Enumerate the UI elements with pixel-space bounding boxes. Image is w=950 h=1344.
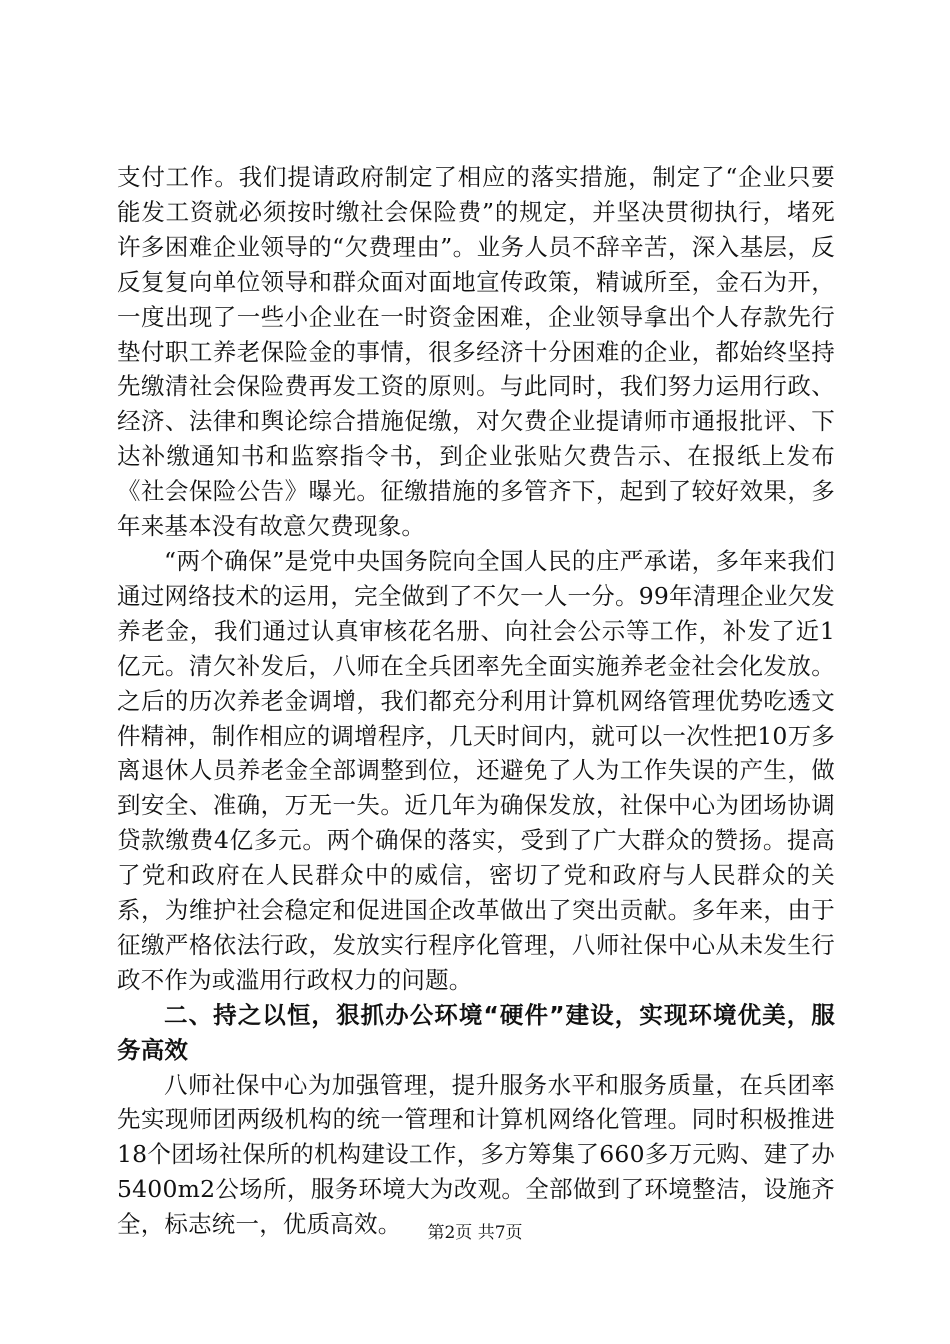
paragraph-office-environment: 八师社保中心为加强管理，提升服务水平和服务质量，在兵团率先实现师团两级机构的统一管理和计算机网络化管理。同时积极推进18个团场社保所的机构建设工作，多方筹集了660多万元购、建了办5400m2公场所，服务环境大为改观。全部做到了环境整洁，设施齐全，标志统一，优质高效。 — [117, 1070, 835, 1239]
section-heading: 二、持之以恒，狠抓办公环境“硬件”建设，实现环境优美，服务高效 — [117, 1000, 835, 1064]
document-body — [117, 160, 835, 1242]
paragraph-two-guarantees: “两个确保”是党中央国务院向全国人民的庄严承诺，多年来我们通过网络技术的运用，完全做到了不欠一人一分。99年清理企业欠发养老金，我们通过认真审核花名册、向社会公示等工作，补发了近1亿元。清欠补发后，八师在全兵团率先全面实施养老金社会化发放。之后的历次养老金调增，我们都充分利用计算机网络管理优势吃透文件精神，制作相应的调增程序，几天时间内，就可以一次性把10万多离退休人员养老金全部调整到位，还避免了人为工作失误的产生，做到安全、准确，万无一失。近几年为确保发放，社保中心为团场协调贷款缴费4亿多元。两个确保的落实，受到了广大群众的赞扬。提高了党和政府在人民群众中的威信，密切了党和政府与人民群众的关系，为维护社会稳定和促进国企改革做出了突出贡献。多年来，由于征缴严格依法行政，发放实行程序化管理，八师社保中心从未发生行政不作为或滥用行政权力的问题。 — [117, 546, 835, 994]
page-footer: 第2页 共7页 — [427, 1223, 523, 1243]
paragraph-payment-work: 支付工作。我们提请政府制定了相应的落实措施，制定了“企业只要能发工资就必须按时缴社会保险费”的规定，并坚决贯彻执行，堵死许多困难企业领导的“欠费理由”。业务人员不辞辛苦，深入基层，反反复复向单位领导和群众面对面地宣传政策，精诚所至，金石为开，一度出现了一些小企业在一时资金困难，企业领导拿出个人存款先行垫付职工养老保险金的事情，很多经济十分困难的企业，都始终坚持先缴清社会保险费再发工资的原则。与此同时，我们努力运用行政、经济、法律和舆论综合措施促缴，对欠费企业提请师市通报批评、下达补缴通知书和监察指令书，到企业张贴欠费告示、在报纸上发布《社会保险公告》曝光。征缴措施的多管齐下，起到了较好效果，多年来基本没有故意欠费现象。 — [117, 163, 835, 541]
